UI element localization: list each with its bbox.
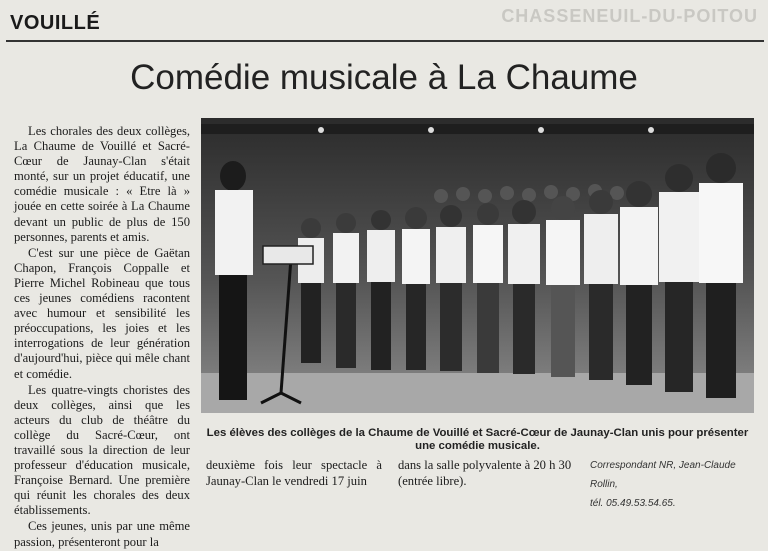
neighbor-section-heading: CHASSENEUIL-DU-POITOU — [501, 6, 758, 26]
article-continuation-2: dans la salle polyvalente à 20 h 30 (entrée libre). — [398, 458, 572, 488]
section-title: VOUILLÉ — [10, 12, 101, 34]
page-header — [0, 0, 768, 42]
choir-photo — [201, 118, 754, 413]
paragraph-2: C'est sur une pièce de Gaëtan Chapon, François Coppalle et Pierre Michel Robineau que tous ces jeunes comédiens racontent avec humour et sensibilité les préoccupations, les joies et les interrogations de leur génération d'aujourd'hui, pièce qui mêle chant et comédie. — [14, 245, 190, 381]
article-body-column — [14, 124, 190, 551]
article-continuation-1: deuxième fois leur spectacle à Jaunay-Clan le vendredi 17 juin — [206, 458, 382, 488]
paragraph-3: Les quatre-vingts choristes des deux collèges, ainsi que les acteurs du club de théâtre du collège du Sacré-Cœur, ont travaillé sous la direction de leur professeur d'éducation musicale, Françoise Bernard. Une première qui réunit les chorales des deux établissements. — [14, 382, 190, 518]
paragraph-1: Les chorales des deux collèges, La Chaume de Vouillé et Sacré-Cœur de Jaunay-Clan s'était monté, sur un projet éducatif, une comédie musicale : « Etre là » jouée en cette soirée à La Chaume devant un public de plus de 150 personnes, parents et amis. — [14, 124, 190, 244]
paragraph-4: Ces jeunes, unis par une même passion, présenteront pour la — [14, 519, 190, 549]
correspondent-credit — [590, 456, 765, 513]
credit-line-1: Correspondant NR, Jean-Claude Rollin, — [590, 460, 736, 490]
header-rule — [6, 40, 764, 42]
headline: Comédie musicale à La Chaume — [130, 58, 638, 97]
photo-caption: Les élèves des collèges de la Chaume de Vouillé et Sacré-Cœur de Jaunay-Clan unis pour présenter une comédie musicale. — [206, 427, 749, 452]
credit-line-2: tél. 05.49.53.54.65. — [590, 498, 676, 509]
